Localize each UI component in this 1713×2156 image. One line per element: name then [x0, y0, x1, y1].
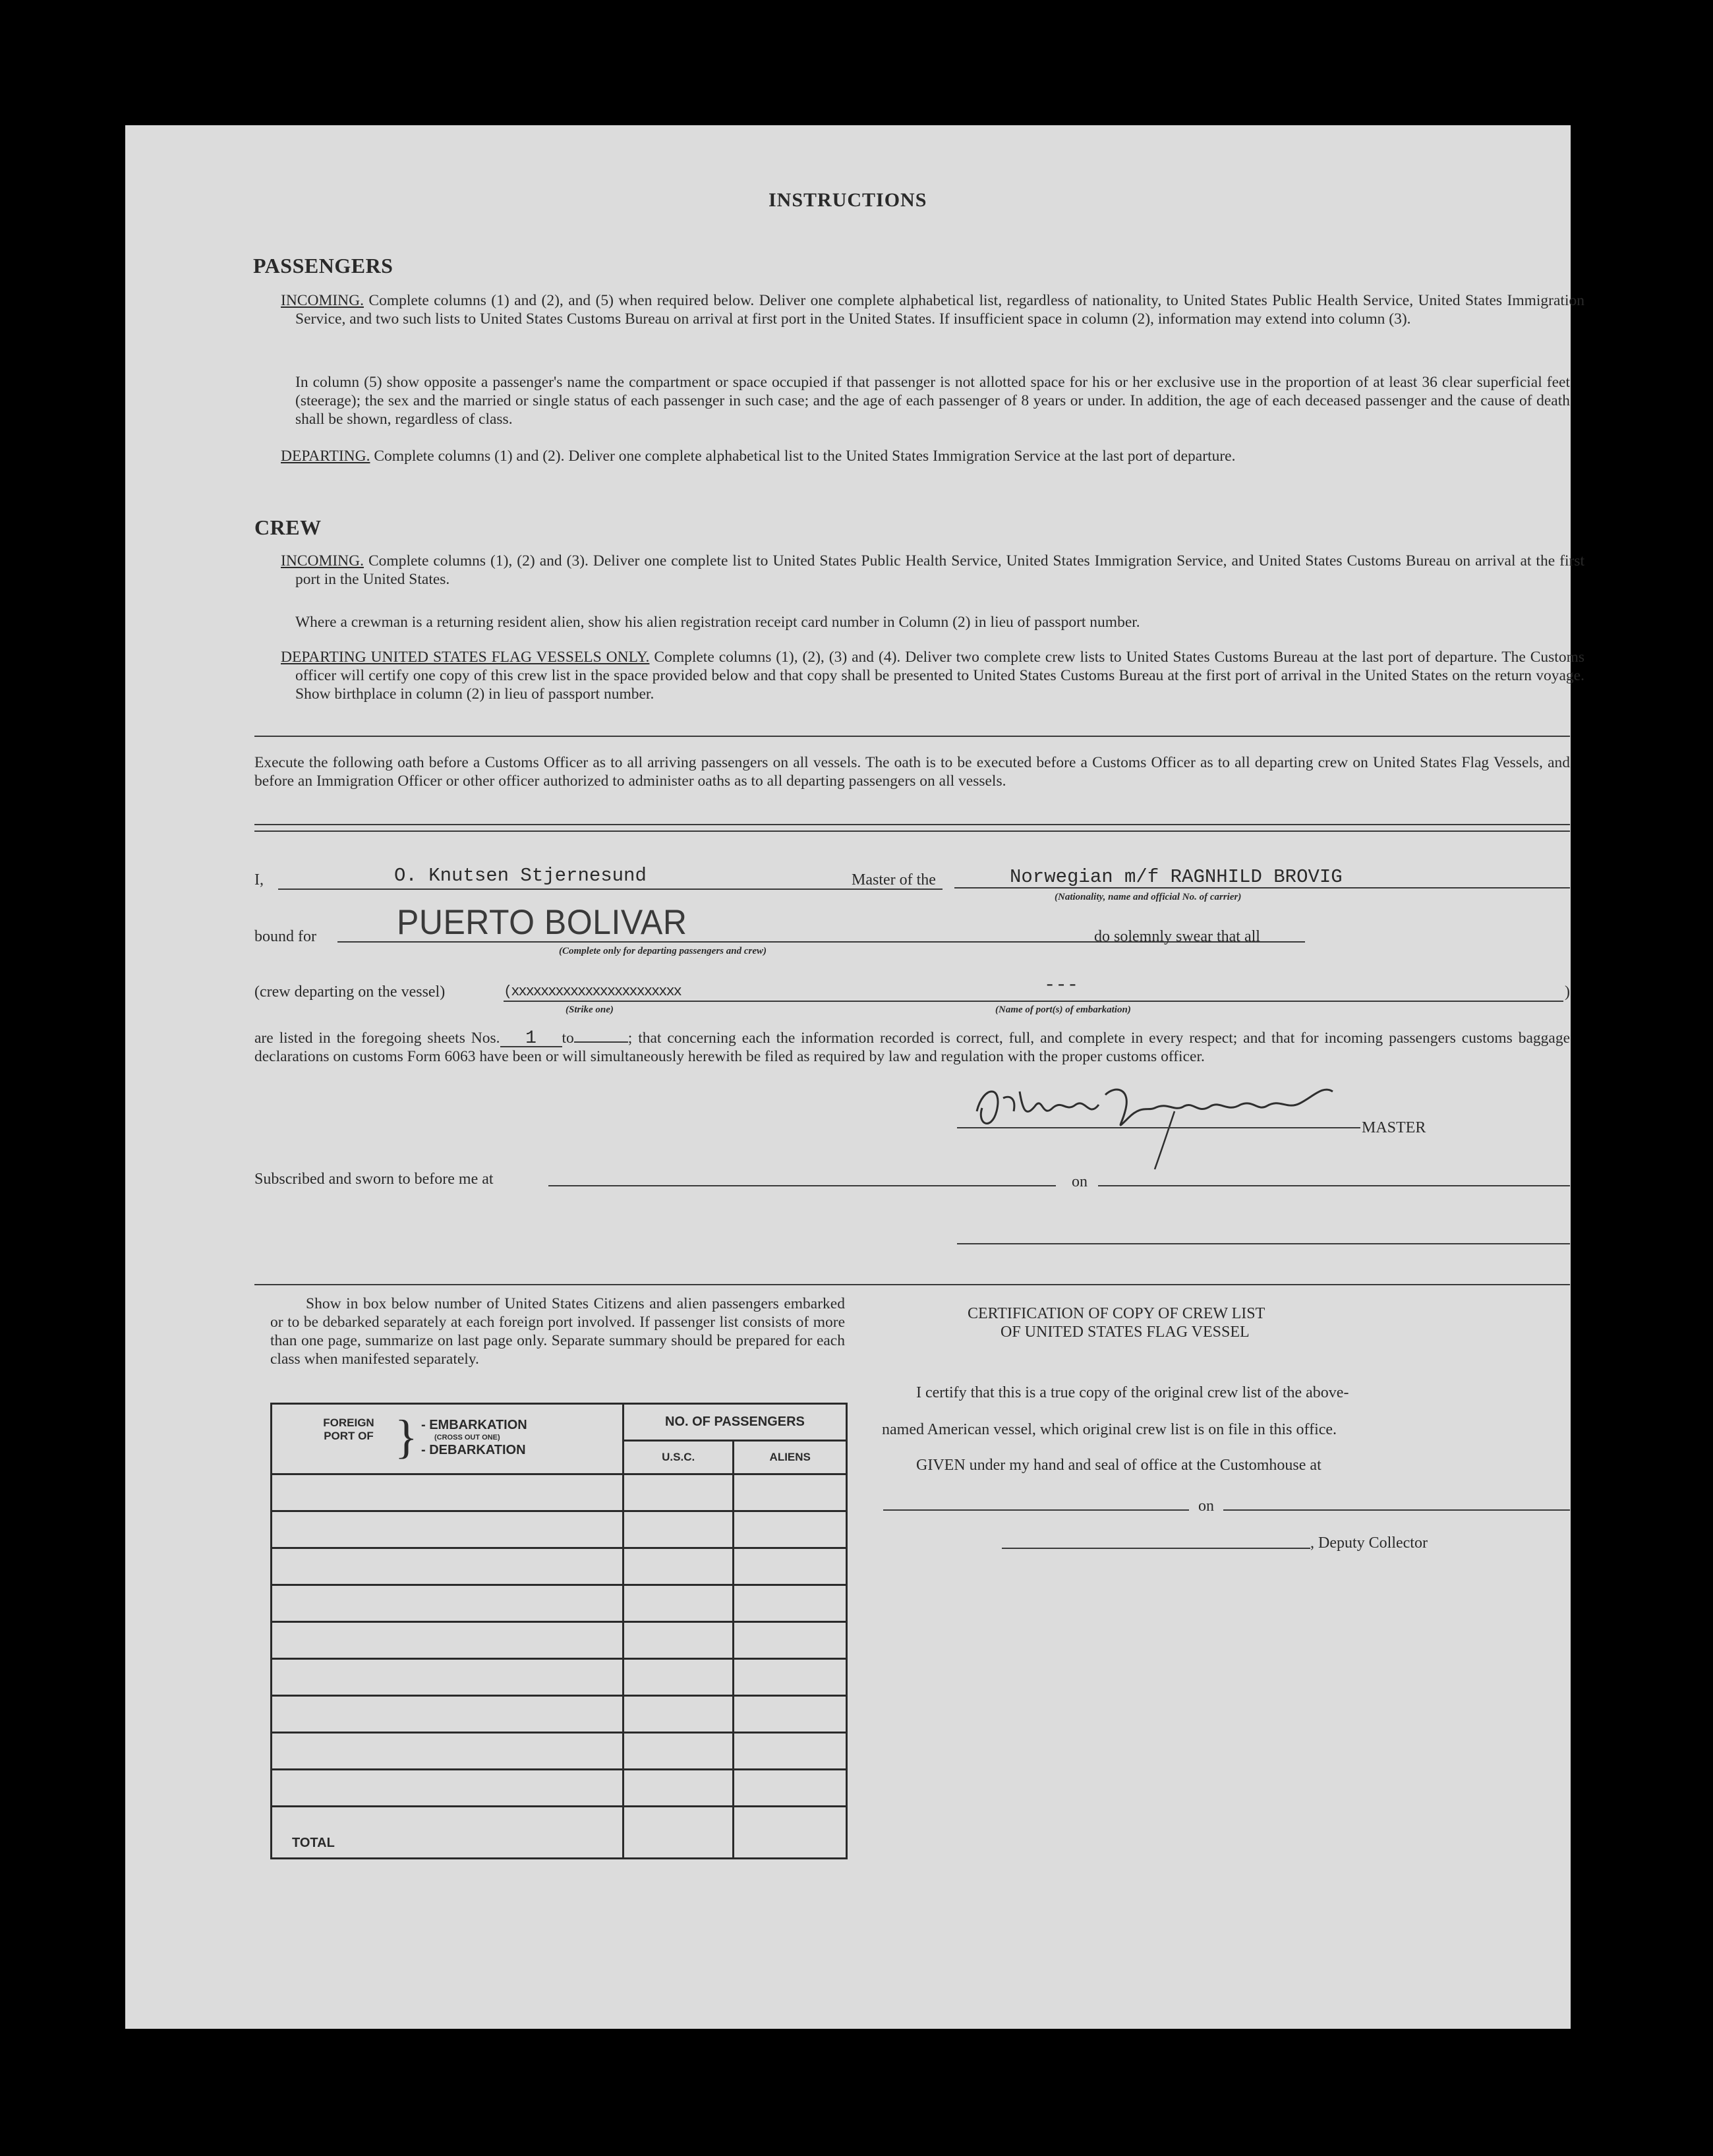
master-name-value[interactable]: O. Knutsen Stjernesund — [394, 865, 647, 887]
page-title: INSTRUCTIONS — [769, 189, 927, 211]
summary-instructions: Show in box below number of United States Citizens and alien passengers embarked or to be debarked separately at each foreign port involved. If passenger list consists of more than one page, summarize on last page only. Separate summary should be prepared for each class when manifested separately. — [270, 1295, 845, 1368]
port-cell[interactable] — [272, 1622, 624, 1659]
crew-incoming-label: INCOMING. — [281, 552, 364, 569]
crew-departing-text: Complete columns (1), (2), (3) and (4). Deliver two complete crew lists to United States Customs Bureau at the last port of departure. The Customs officer will certify one copy of this crew list in the space provided below and that copy shall be presented to United States Customs Bureau at the first port of arrival in the United States on the return voyage. Show birthplace in column (2) in lieu of passport number. — [295, 649, 1584, 703]
master-label: MASTER — [1362, 1119, 1426, 1136]
certification-heading-2: OF UNITED STATES FLAG VESSEL — [1001, 1324, 1250, 1341]
bound-for-label: bound for — [254, 928, 316, 945]
certification-line-1: I certify that this is a true copy of the original crew list of the above- — [916, 1384, 1349, 1401]
table-row — [272, 1696, 847, 1733]
certification-place-line[interactable] — [883, 1509, 1189, 1511]
bound-for-caption: (Complete only for departing passengers and crew) — [559, 946, 767, 956]
divider-2 — [254, 1284, 1570, 1285]
brace: } — [395, 1411, 418, 1463]
foreign-port-header — [272, 1404, 624, 1474]
sheet-from-value[interactable]: 1 — [500, 1032, 562, 1047]
double-divider — [254, 824, 1570, 832]
usc-cell[interactable] — [623, 1733, 734, 1770]
oath-i-label: I, — [254, 871, 264, 889]
aliens-cell[interactable] — [734, 1733, 847, 1770]
crew-incoming-paragraph — [281, 552, 1584, 589]
subscribed-place-line[interactable] — [548, 1185, 1056, 1186]
form-page — [125, 125, 1585, 2029]
officer-signature-line[interactable] — [957, 1243, 1570, 1244]
embarkation-caption: (Name of port(s) of embarkation) — [995, 1005, 1131, 1015]
usc-cell[interactable] — [623, 1770, 734, 1807]
crew-heading: CREW — [254, 515, 322, 539]
destination-stamp[interactable]: PUERTO BOLIVAR — [397, 902, 687, 942]
port-cell[interactable] — [272, 1659, 624, 1696]
subscribed-on-label: on — [1072, 1173, 1088, 1190]
embarkation-line — [504, 1001, 1563, 1002]
aliens-cell[interactable] — [734, 1622, 847, 1659]
table-row — [272, 1733, 847, 1770]
port-cell[interactable] — [272, 1511, 624, 1548]
aliens-cell[interactable] — [734, 1511, 847, 1548]
aliens-cell[interactable] — [734, 1659, 847, 1696]
table-row — [272, 1511, 847, 1548]
port-cell[interactable] — [272, 1733, 624, 1770]
certification-line-3: GIVEN under my hand and seal of office at the Customhouse at — [916, 1457, 1321, 1474]
passengers-column5-paragraph: In column (5) show opposite a passenger's name the compartment or space occupied if that passenger is not allotted space for his or her exclusive use in the proportion of at least 36 clear superficial feet (steerage); the sex and the married or single status of each passenger in such case; and the age of each passenger of 8 years or under. In addition, the age of each deceased passenger and the cause of death shall be shown, regardless of class. — [295, 374, 1570, 428]
table-row — [272, 1474, 847, 1511]
listed-prefix: are listed in the foregoing sheets Nos. — [254, 1030, 500, 1047]
usc-cell[interactable] — [623, 1548, 734, 1585]
embarkation-label: - EMBARKATION — [421, 1418, 527, 1432]
to-label: to — [562, 1030, 574, 1047]
port-cell[interactable] — [272, 1585, 624, 1622]
port-cell[interactable] — [272, 1548, 624, 1585]
usc-cell[interactable] — [623, 1511, 734, 1548]
embarkation-ports-value[interactable]: --- — [1044, 974, 1079, 996]
passengers-incoming-label: INCOMING. — [281, 292, 364, 309]
listed-text: ; that concerning each the information recorded is correct, full, and complete in every respect; and that for incoming passengers customs baggage declarations on customs Form 6063 have been or will simultaneously herewith be filed as required by law and regulation with the proper customs officer. — [254, 1030, 1570, 1065]
certification-on-label: on — [1198, 1498, 1214, 1515]
total-label: TOTAL — [272, 1807, 624, 1859]
aliens-cell[interactable] — [734, 1548, 847, 1585]
strike-out-text: (xxxxxxxxxxxxxxxxxxxxxxx — [504, 983, 681, 1000]
master-name-line — [278, 889, 943, 890]
crew-departing-label: (crew departing on the vessel) — [254, 983, 446, 1001]
table-row — [272, 1622, 847, 1659]
cross-out-label: (CROSS OUT ONE) — [434, 1434, 500, 1442]
vessel-value[interactable]: Norwegian m/f RAGNHILD BROVIG — [1010, 866, 1343, 888]
close-paren: ) — [1565, 983, 1570, 1001]
total-aliens-cell[interactable] — [734, 1807, 847, 1859]
passengers-departing-text: Complete columns (1) and (2). Deliver one complete alphabetical list to the United States Immigration Service at the last port of departure. — [374, 448, 1236, 465]
passengers-heading: PASSENGERS — [253, 254, 393, 277]
listed-paragraph — [254, 1028, 1570, 1066]
certification-line-2: named American vessel, which original crew list is on file in this office. — [882, 1421, 1337, 1438]
usc-cell[interactable] — [623, 1659, 734, 1696]
total-row — [272, 1807, 847, 1859]
port-cell[interactable] — [272, 1696, 624, 1733]
passengers-count-header: NO. OF PASSENGERS — [623, 1404, 846, 1441]
subscribed-date-line[interactable] — [1098, 1185, 1570, 1186]
port-cell[interactable] — [272, 1474, 624, 1511]
crew-incoming-text: Complete columns (1), (2) and (3). Deliver one complete list to United States Public Health Service, United States Immigration Service, and United States Customs Bureau on arrival at the first port in the United States. — [295, 552, 1585, 588]
aliens-cell[interactable] — [734, 1585, 847, 1622]
passengers-incoming-paragraph — [281, 291, 1584, 328]
strike-caption: (Strike one) — [566, 1005, 614, 1015]
aliens-cell[interactable] — [734, 1770, 847, 1807]
oath-intro-paragraph: Execute the following oath before a Customs Officer as to all arriving passengers on all vessels. The oath is to be executed before a Customs Officer as to all departing crew on United States Flag Vessels, and before an Immigration Officer or other officer authorized to administer oaths as to all departing passengers on all vessels. — [254, 754, 1570, 790]
svg-text:.: . — [1023, 1144, 1024, 1145]
swear-label: do solemnly swear that all — [1094, 928, 1260, 945]
certification-date-line[interactable] — [1223, 1509, 1570, 1511]
table-row — [272, 1659, 847, 1696]
debarkation-label: - DEBARKATION — [421, 1443, 526, 1457]
crew-departing-paragraph — [281, 648, 1584, 703]
sheet-to-field[interactable] — [574, 1028, 628, 1043]
aliens-cell[interactable] — [734, 1696, 847, 1733]
usc-header: U.S.C. — [623, 1441, 734, 1474]
table-row — [272, 1585, 847, 1622]
deputy-collector-label: , Deputy Collector — [1310, 1534, 1428, 1552]
usc-cell[interactable] — [623, 1622, 734, 1659]
passengers-departing-label: DEPARTING. — [281, 448, 370, 465]
usc-cell[interactable] — [623, 1474, 734, 1511]
signature-line — [957, 1127, 1360, 1128]
passengers-incoming-text: Complete columns (1) and (2), and (5) when required below. Deliver one complete alphabetical list, regardless of nationality, to United States Public Health Service, United States Immigration Service, and two such lists to United States Customs Bureau on arrival at first port in the United States. If insufficient space in column (2), information may extend into column (3). — [295, 292, 1584, 328]
subscribed-label: Subscribed and sworn to before me at — [254, 1171, 494, 1188]
table-row — [272, 1770, 847, 1807]
crew-departing-label: DEPARTING UNITED STATES FLAG VESSELS ONLY. — [281, 649, 650, 666]
usc-cell[interactable] — [623, 1585, 734, 1622]
aliens-header: ALIENS — [734, 1441, 847, 1474]
aliens-cell[interactable] — [734, 1474, 847, 1511]
port-cell[interactable] — [272, 1770, 624, 1807]
certification-heading-1: CERTIFICATION OF COPY OF CREW LIST — [968, 1305, 1265, 1322]
master-signature — [957, 1072, 1405, 1171]
foreign-port-label: FOREIGN PORT OF — [323, 1416, 374, 1442]
deputy-signature-line[interactable] — [1002, 1548, 1310, 1549]
passenger-summary-table — [270, 1403, 848, 1859]
master-of-label: Master of the — [852, 871, 936, 889]
crew-resident-paragraph: Where a crewman is a returning resident alien, show his alien registration receipt card number in Column (2) in lieu of passport number. — [295, 614, 1140, 631]
total-usc-cell[interactable] — [623, 1807, 734, 1859]
vessel-caption: (Nationality, name and official No. of carrier) — [1055, 892, 1242, 902]
divider — [254, 736, 1570, 737]
usc-cell[interactable] — [623, 1696, 734, 1733]
passengers-departing-paragraph — [281, 447, 1584, 465]
table-row — [272, 1548, 847, 1585]
